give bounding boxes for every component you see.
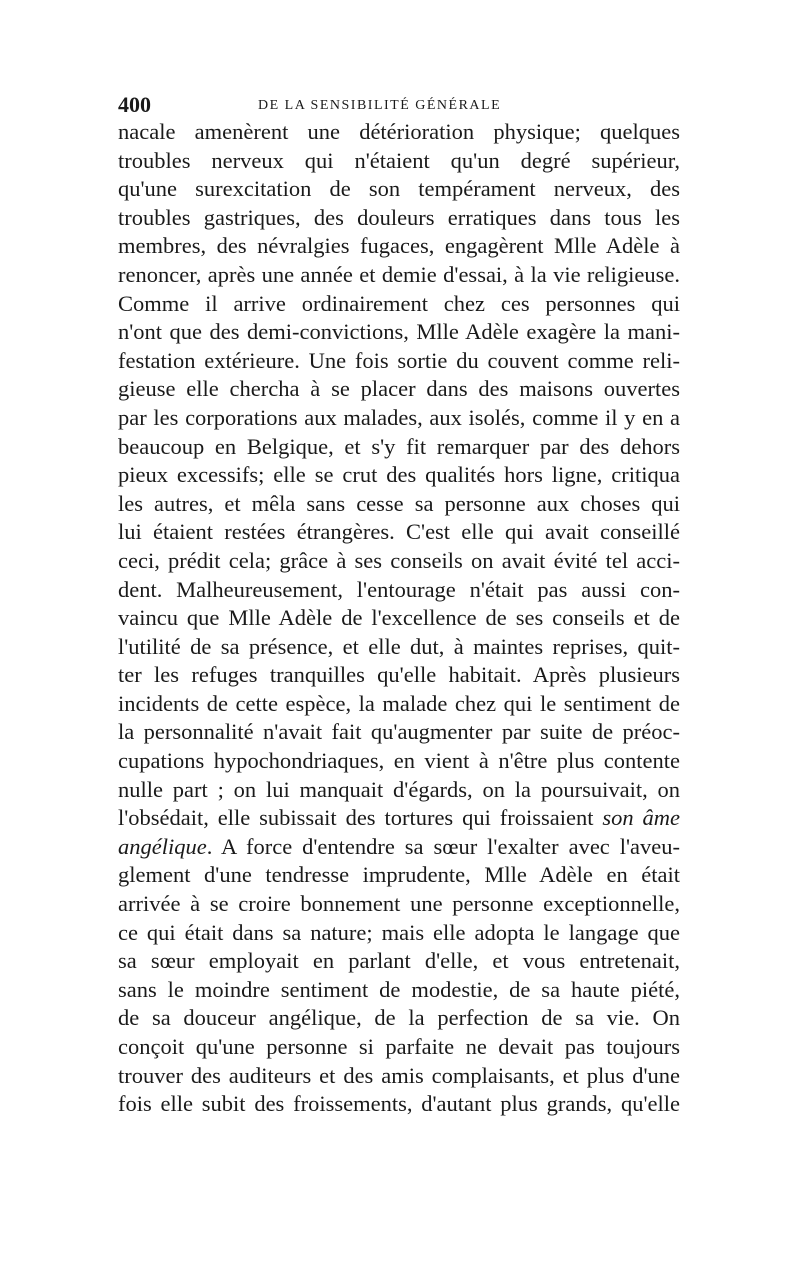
text-line: qu'une surexcitation de son tempérament nerveux, des xyxy=(118,176,680,202)
text-line: de sa douceur angélique, de la perfection de sa vie. On xyxy=(118,1005,680,1031)
text-line: fois elle subit des froissements, d'autant plus grands, qu'elle xyxy=(118,1091,680,1117)
text-line: Comme il arrive ordinairement chez ces personnes qui xyxy=(118,290,680,316)
page-number: 400 xyxy=(118,92,151,117)
text-line: arrivée à se croire bonnement une personne exceptionnelle, xyxy=(118,891,680,917)
text-line: beaucoup en Belgique, et s'y fit remarquer par des dehors xyxy=(118,433,680,459)
text-line: troubles gastriques, des douleurs erratiques dans tous les xyxy=(118,204,680,230)
text-line-mixed xyxy=(118,804,680,833)
text-line: glement d'une tendresse imprudente, Mlle Adèle en était xyxy=(118,862,680,888)
text-line: l'utilité de sa présence, et elle dut, à maintes reprises, quit- xyxy=(118,633,680,659)
text-line: par les corporations aux malades, aux isolés, comme il y en a xyxy=(118,404,680,430)
body-text xyxy=(118,118,680,1119)
text-line: cupations hypochondriaques, en vient à n'être plus contente xyxy=(118,748,680,774)
text-line: lui étaient restées étrangères. C'est elle qui avait conseillé xyxy=(118,519,680,545)
text-line: membres, des névralgies fugaces, engagèrent Mlle Adèle à xyxy=(118,233,680,259)
text-line: festation extérieure. Une fois sortie du couvent comme reli- xyxy=(118,347,680,373)
text-line: nacale amenèrent une détérioration physique; quelques xyxy=(118,119,680,144)
text-line: dent. Malheureusement, l'entourage n'était pas aussi con- xyxy=(118,576,680,602)
text-segment: . A force d'entendre sa sœur l'exalter avec l'aveu- xyxy=(206,833,680,859)
text-line: pieux excessifs; elle se crut des qualités hors ligne, critiqua xyxy=(118,462,680,488)
text-line: ter les refuges tranquilles qu'elle habitait. Après plusieurs xyxy=(118,662,680,688)
text-line: gieuse elle chercha à se placer dans des maisons ouvertes xyxy=(118,376,680,402)
text-line: ce qui était dans sa nature; mais elle adopta le langage que xyxy=(118,919,680,945)
text-line: n'ont que des demi-convictions, Mlle Adèle exagère la mani- xyxy=(118,319,680,345)
text-segment: l'obsédait, elle subissait des tortures qui froissaient xyxy=(118,805,594,831)
text-line: sa sœur employait en parlant d'elle, et vous entretenait, xyxy=(118,948,680,974)
italic-phrase: son âme xyxy=(602,805,680,831)
text-line: incidents de cette espèce, la malade chez qui le sentiment de xyxy=(118,690,680,716)
text-line: conçoit qu'une personne si parfaite ne devait pas toujours xyxy=(118,1034,680,1059)
running-head xyxy=(118,90,680,120)
italic-phrase: angélique xyxy=(118,833,207,859)
text-line: troubles nerveux qui n'étaient qu'un degré supérieur, xyxy=(118,147,680,173)
text-line: nulle part ; on lui manquait d'égards, on la poursuivait, on xyxy=(118,776,680,802)
text-line: vaincu que Mlle Adèle de l'excellence de ses conseils et de xyxy=(118,605,680,631)
text-line: ceci, prédit cela; grâce à ses conseils on avait évité tel acci- xyxy=(118,547,680,573)
running-title: DE LA SENSIBILITÉ GÉNÉRALE xyxy=(258,98,502,113)
text-line: sans le moindre sentiment de modestie, de sa haute piété, xyxy=(118,976,680,1002)
text-line: trouver des auditeurs et des amis complaisants, et plus d'une xyxy=(118,1062,680,1088)
text-line: la personnalité n'avait fait qu'augmenter par suite de préoc- xyxy=(118,719,680,745)
text-line: renoncer, après une année et demie d'essai, à la vie religieuse. xyxy=(118,261,680,287)
text-line: les autres, et mêla sans cesse sa personne aux choses qui xyxy=(118,490,680,516)
text-line-mixed xyxy=(118,833,680,862)
